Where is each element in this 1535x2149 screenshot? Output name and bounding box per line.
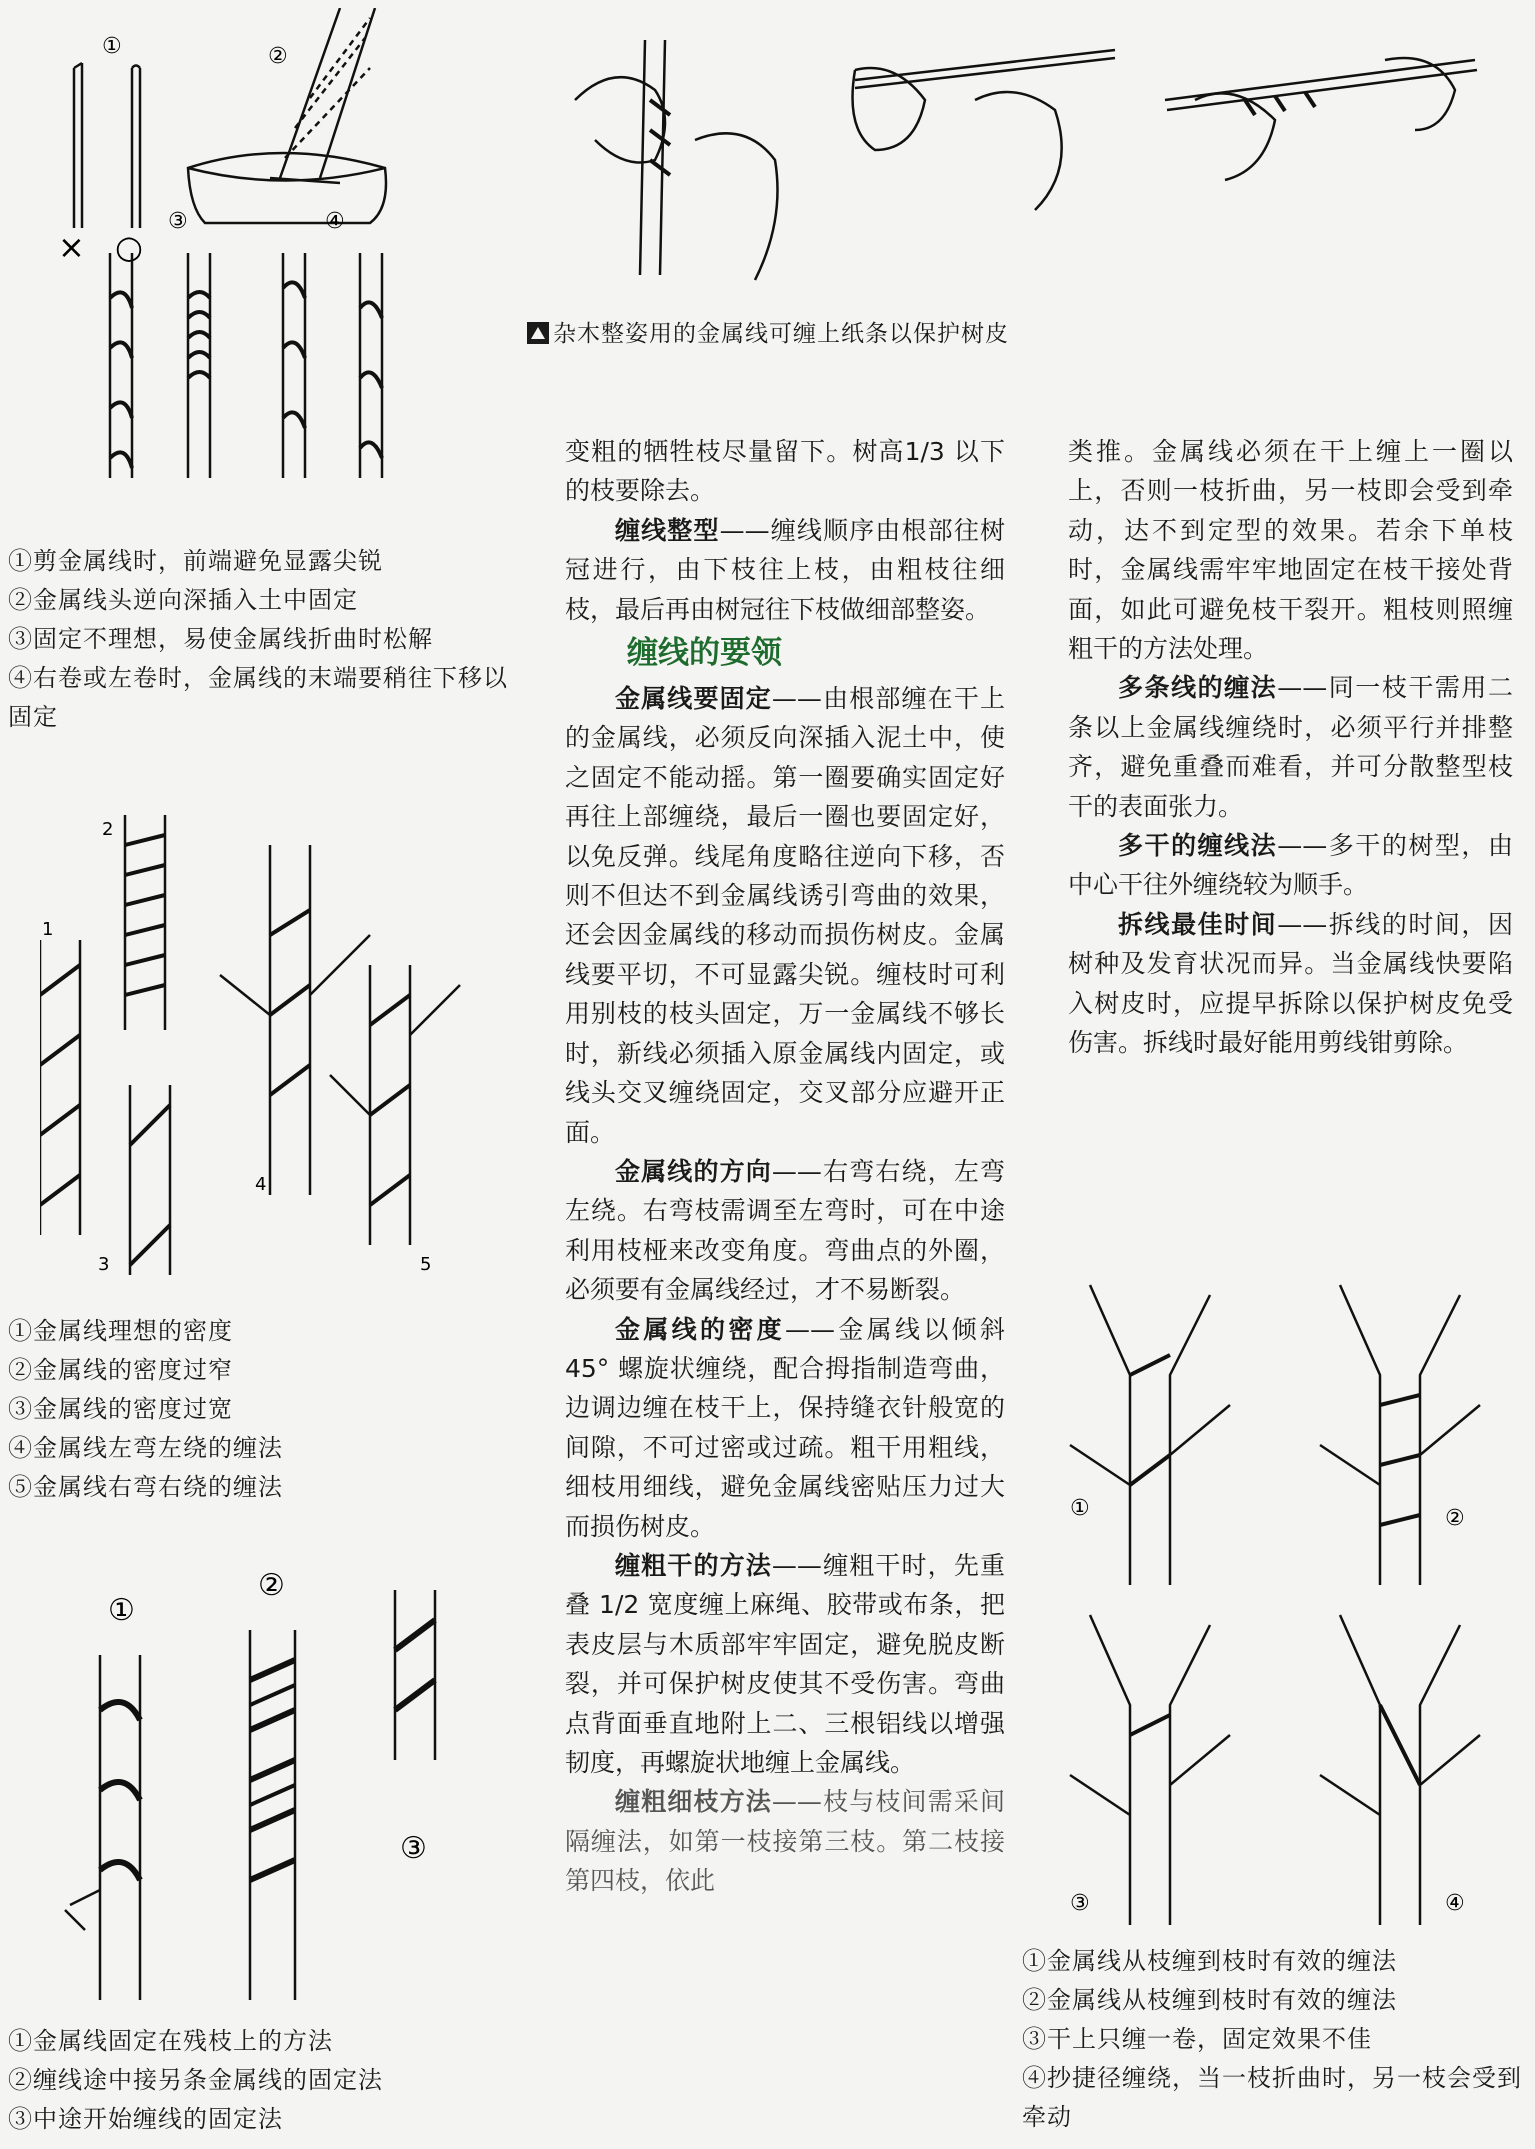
caption-a-line-2: ②金属线头逆向深插入土中固定 (8, 586, 358, 614)
caption-b (8, 1312, 508, 1507)
right-p1 (1068, 668, 1513, 826)
caption-b-line-3: ③金属线的密度过宽 (8, 1395, 233, 1423)
mark-1: ① (102, 34, 122, 59)
caption-d-line-3: ③干上只缠一卷，固定效果不佳 (1022, 2025, 1372, 2053)
caption-b-line-2: ②金属线的密度过窄 (8, 1356, 233, 1384)
middle-p1-body: ——缠线顺序由根部往树冠进行，由下枝往上枝，由粗枝往细枝，最后再由树冠往下枝做细部整姿。 (565, 515, 1005, 624)
right-p1-body: ——同一枝干需用二条以上金属线缠绕时，必须平行并排整齐，避免重叠而难看，并可分散整型枝干的表面张力。 (1068, 673, 1513, 821)
caption-d-line-4: ④抄捷径缠绕，当一枝折曲时，另一枝会受到牵动 (1022, 2064, 1522, 2131)
right-p2 (1068, 826, 1513, 905)
middle-p2 (565, 679, 1005, 1152)
mark-d4: ④ (1445, 1891, 1465, 1916)
caption-c-line-2: ②缠线途中接另条金属线的固定法 (8, 2066, 383, 2094)
caption-d-line-1: ①金属线从枝缠到枝时有效的缠法 (1022, 1947, 1397, 1975)
mark-2: ② (268, 44, 288, 69)
middle-p5-body: ——缠粗干时，先重叠 1/2 宽度缠上麻绳、胶带或布条，把表皮层与木质部牢牢固定，避免脱皮断裂，并可保护树皮使其不受伤害。弯曲点背面垂直地附上二、三根铝线以增强韧度，再螺旋状地缠上金属线。 (565, 1550, 1005, 1777)
mark-3: ③ (168, 209, 188, 234)
middle-p1-lead: 缠线整型 (615, 515, 720, 545)
right-p2-lead: 多干的缠线法 (1118, 831, 1278, 861)
caption-c-line-3: ③中途开始缠线的固定法 (8, 2105, 283, 2133)
caption-a (8, 542, 508, 737)
top-caption-text: 杂木整姿用的金属线可缠上纸条以保护树皮 (553, 321, 1009, 347)
mark-b2: 2 (102, 819, 114, 840)
mark-c3: ③ (400, 1831, 427, 1866)
section-heading: 缠线的要领 (627, 635, 782, 672)
mark-b4: 4 (255, 1174, 267, 1195)
mark-b5: 5 (420, 1254, 432, 1275)
figure-fixing-methods (40, 1560, 480, 2000)
right-p3 (1068, 905, 1513, 1063)
mark-b3: 3 (98, 1254, 110, 1275)
mark-d2: ② (1445, 1506, 1465, 1531)
middle-p4-lead: 金属线的密度 (615, 1314, 785, 1344)
right-p0: 类推。金属线必须在干上缠上一圈以上，否则一枝折曲，另一枝即会受到牵动，达不到定型的效果。若余下单枝时，金属线需牢牢地固定在枝干接处背面，如此可避免枝干裂开。粗枝则照缠粗干的方法处理。 (1068, 437, 1513, 664)
middle-p2-body: ——由根部缠在干上的金属线，必须反向深插入泥土中，使之固定不能动摇。第一圈要确实固定好再往上部缠绕，最后一圈也要固定好，以免反弹。线尾角度略往逆向下移，否则不但达不到金属线诱引弯曲的效果，还会因金属线的移动而损伤树皮。金属线要平切，不可显露尖锐。缠枝时可利用别枝的枝头固定，万一金属线不够长时，新线必须插入原金属线内固定，或线头交叉缠绕固定，交叉部分应避开正面。 (565, 684, 1005, 1147)
caption-b-line-5: ⑤金属线右弯右绕的缠法 (8, 1473, 283, 1501)
triangle-marker-icon (527, 322, 549, 344)
middle-p5-lead: 缠粗干的方法 (615, 1550, 772, 1580)
caption-a-line-3: ③固定不理想，易使金属线折曲时松解 (8, 625, 433, 653)
middle-p6-body: ——枝与枝间需采间隔缠法，如第一枝接第三枝。第二枝接第四枝，依此 (565, 1787, 1005, 1896)
middle-p4 (565, 1310, 1005, 1546)
middle-p2-lead: 金属线要固定 (615, 684, 772, 714)
middle-p1 (565, 511, 1005, 629)
caption-d-line-2: ②金属线从枝缠到枝时有效的缠法 (1022, 1986, 1397, 2014)
caption-d (1022, 1942, 1527, 2137)
mark-4: ④ (325, 209, 345, 234)
mark-c2: ② (258, 1568, 285, 1603)
middle-p4-body: ——金属线以倾斜 45° 螺旋状缠绕，配合拇指制造弯曲，边调边缠在枝干上，保持缝衣针般宽的间隙，不可过密或过疏。粗干用粗线，细枝用细线，避免金属线密贴压力过大而损伤树皮。 (565, 1314, 1005, 1541)
middle-p6 (565, 1782, 1005, 1900)
mark-b1: 1 (42, 919, 54, 940)
caption-a-line-1: ①剪金属线时，前端避免显露尖锐 (8, 547, 383, 575)
hands-drawing (555, 20, 1515, 290)
caption-b-line-4: ④金属线左弯左绕的缠法 (8, 1434, 283, 1462)
figure-wire-ends-and-pot (40, 8, 420, 498)
right-column (1068, 432, 1513, 1063)
density-drawing (40, 815, 480, 1275)
caption-a-line-4: ④右卷或左卷时，金属线的末端要稍往下移以固定 (8, 664, 508, 731)
mark-c1: ① (108, 1593, 135, 1628)
right-p1-lead: 多条线的缠法 (1118, 673, 1278, 703)
caption-c (8, 2022, 538, 2139)
middle-p3-body: ——右弯右绕，左弯左绕。右弯枝需调至左弯时，可在中途利用枝桠来改变角度。弯曲点的外圈，必须要有金属线经过，才不易断裂。 (565, 1156, 1005, 1305)
wire-basics-drawing (40, 8, 420, 498)
mark-d1: ① (1070, 1496, 1090, 1521)
middle-p0: 变粗的牺牲枝尽量留下。树高1/3 以下的枝要除去。 (565, 437, 1005, 506)
middle-p6-lead: 缠粗细枝方法 (615, 1787, 772, 1817)
middle-p5 (565, 1546, 1005, 1782)
mark-o: ○ (115, 228, 143, 266)
middle-p3-lead: 金属线的方向 (615, 1156, 772, 1186)
middle-column (565, 432, 1005, 1901)
right-p3-lead: 拆线最佳时间 (1118, 909, 1278, 939)
figure-branch-wiring (1050, 1255, 1520, 1935)
caption-b-line-1: ①金属线理想的密度 (8, 1317, 233, 1345)
middle-p3 (565, 1152, 1005, 1310)
right-p3-body: ——拆线的时间，因树种及发育状况而异。当金属线快要陷入树皮时，应提早拆除以保护树皮免受伤害。拆线时最好能用剪线钳剪除。 (1068, 909, 1513, 1058)
fixing-drawing (40, 1560, 480, 2000)
figure-wire-density (40, 815, 480, 1275)
branch-drawing (1050, 1255, 1520, 1935)
coiled-stems (110, 253, 382, 478)
mark-x: × (58, 228, 85, 266)
mark-d3: ③ (1070, 1891, 1090, 1916)
top-caption (527, 315, 1009, 348)
caption-c-line-1: ①金属线固定在残枝上的方法 (8, 2027, 333, 2055)
pot-drawing (188, 8, 386, 223)
figure-hands-wrapping (555, 20, 1515, 290)
right-p2-body: ——多干的树型，由中心干往外缠绕较为顺手。 (1068, 831, 1513, 900)
